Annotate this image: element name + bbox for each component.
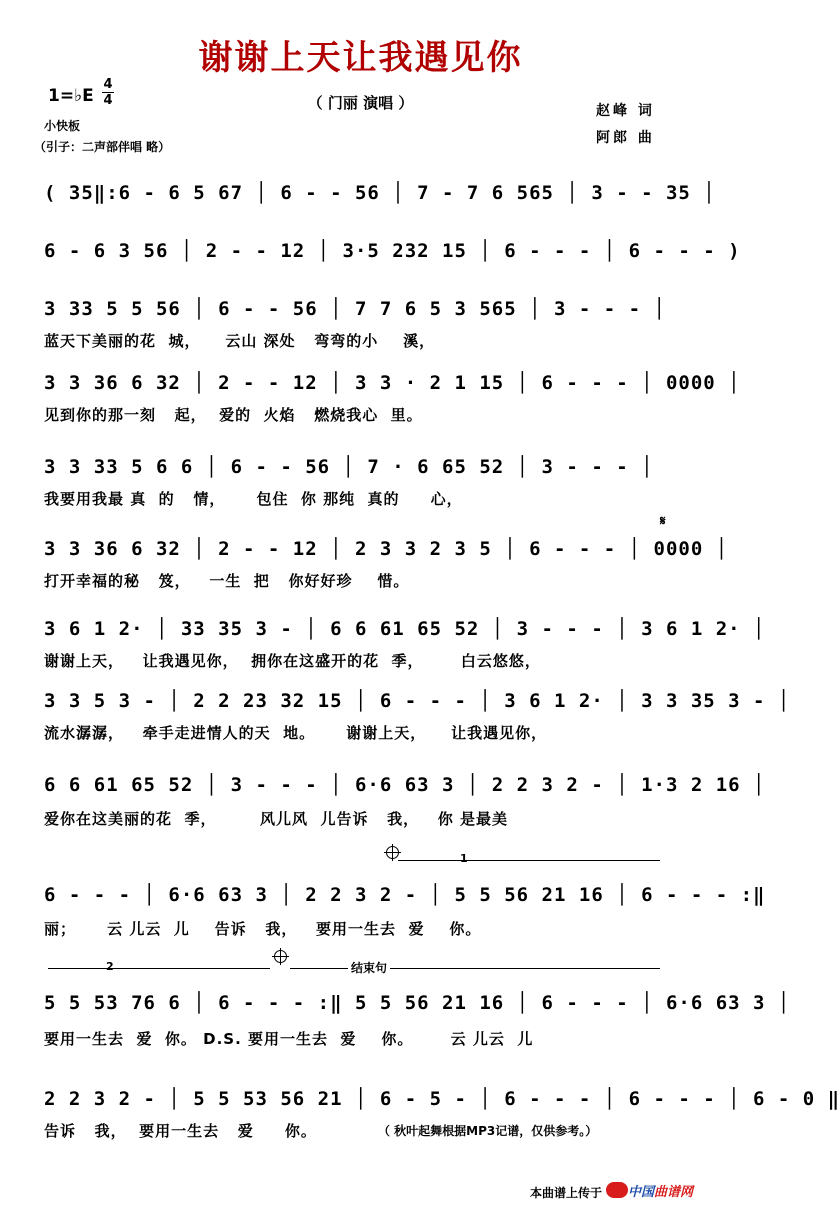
coda-sign-icon [274, 950, 287, 963]
score-line-notes: ( 35‖:6 - 6 5 67 │ 6 - - 56 │ 7 - 7 6 565 │ 3 - - 35 │ [44, 182, 716, 204]
score-line-notes: 5 5 53 76 6 │ 6 - - - :‖ 5 5 56 21 16 │ 6 - - - │ 6·6 63 3 │ [44, 992, 791, 1014]
site-name-a: 中国 [628, 1185, 655, 1200]
site-logo[interactable] [606, 1180, 710, 1202]
logo-mark-icon [606, 1182, 628, 1198]
score-line-notes: 2 2 3 2 - │ 5 5 53 56 21 │ 6 - 5 - │ 6 - - - │ 6 - - - │ 6 - 0 ‖ [44, 1088, 840, 1110]
score-line-notes: 6 6 61 65 52 │ 3 - - - │ 6·6 63 3 │ 2 2 3 2 - │ 1·3 2 16 │ [44, 774, 766, 796]
score-line-notes: 6 - - - │ 6·6 63 3 │ 2 2 3 2 - │ 5 5 56 21 16 │ 6 - - - :‖ [44, 884, 766, 906]
score-line-lyrics: 见到你的那一刻 起， 爱的 火焰 燃烧我心 里。 [44, 406, 423, 424]
lyricist-credit: 赵峰 词 [596, 103, 655, 119]
volta-2-bracket [48, 968, 270, 969]
score-line-notes: 3 3 33 5 6 6 │ 6 - - 56 │ 7 · 6 65 52 │ 3 - - - │ [44, 456, 654, 478]
score-line-lyrics: 我要用我最 真 的 情， 包住 你 那纯 真的 心， [44, 490, 463, 508]
time-signature [102, 78, 114, 107]
time-signature-bottom: 4 [103, 93, 113, 108]
score-line-notes: 3 6 1 2· │ 33 35 3 - │ 6 6 61 65 52 │ 3 - - - │ 3 6 1 2· │ [44, 618, 766, 640]
intro-note: （引子：二声部伴唱 略） [34, 140, 171, 154]
volta-1-label: 1 [460, 852, 468, 865]
site-name [628, 1181, 693, 1200]
score-line-lyrics: 打开幸福的秘 笈， 一生 把 你好好珍 惜。 [44, 572, 410, 590]
upload-text: 本曲谱上传于 [530, 1186, 603, 1200]
volta-1-bracket [398, 860, 660, 861]
segno-sign: 𝄋 [660, 514, 666, 529]
score-line-lyrics: 流水潺潺， 牵手走进情人的天 地。 谢谢上天， 让我遇见你， [44, 724, 548, 742]
key-signature: 1=♭E [48, 86, 94, 106]
ending-label: 结束句 [348, 959, 390, 976]
score-line-lyrics: 告诉 我， 要用一生去 爱 你。 [44, 1122, 317, 1140]
song-title: 谢谢上天让我遇见你 [198, 38, 523, 78]
coda-sign-icon [386, 846, 399, 859]
score-line-lyrics: 丽； 云 儿云 儿 告诉 我， 要用一生去 爱 你。 [44, 920, 482, 938]
score-line-notes: 3 33 5 5 56 │ 6 - - 56 │ 7 7 6 5 3 565 │ 3 - - - │ [44, 298, 666, 320]
score-line-notes: 3 3 36 6 32 │ 2 - - 12 │ 3 3 · 2 1 15 │ 6 - - - │ 0000 │ [44, 372, 741, 394]
ending-bracket [290, 968, 660, 969]
score-line-lyrics: 蓝天下美丽的花 城， 云山 深处 弯弯的小 溪， [44, 332, 436, 350]
score-line-notes: 6 - 6 3 56 │ 2 - - 12 │ 3·5 232 15 │ 6 - - - │ 6 - - - ) [44, 240, 741, 262]
singer-subtitle: （ 门丽 演唱 ） [307, 94, 414, 112]
transcription-note: （ 秋叶起舞根据MP3记谱，仅供参考。） [378, 1124, 598, 1138]
score-line-notes: 3 3 36 6 32 │ 2 - - 12 │ 2 3 3 2 3 5 │ 6 - - - │ 0000 │ [44, 538, 729, 560]
score-line-lyrics: 要用一生去 爱 你。 D.S. 要用一生去 爱 你。 云 儿云 儿 [44, 1030, 534, 1048]
volta-2-label: 2 [106, 960, 114, 973]
tempo-marking: 小快板 [44, 119, 81, 133]
score-line-lyrics: 爱你在这美丽的花 季， 风儿风 儿告诉 我， 你 是最美 [44, 810, 509, 828]
composer-credit: 阿郎 曲 [596, 130, 655, 146]
score-line-notes: 3 3 5 3 - │ 2 2 23 32 15 │ 6 - - - │ 3 6 1 2· │ 3 3 35 3 - │ [44, 690, 791, 712]
time-signature-top: 4 [103, 77, 113, 92]
score-line-lyrics: 谢谢上天， 让我遇见你， 拥你在这盛开的花 季， 白云悠悠， [44, 652, 541, 670]
site-name-b: 曲谱网 [654, 1185, 694, 1200]
